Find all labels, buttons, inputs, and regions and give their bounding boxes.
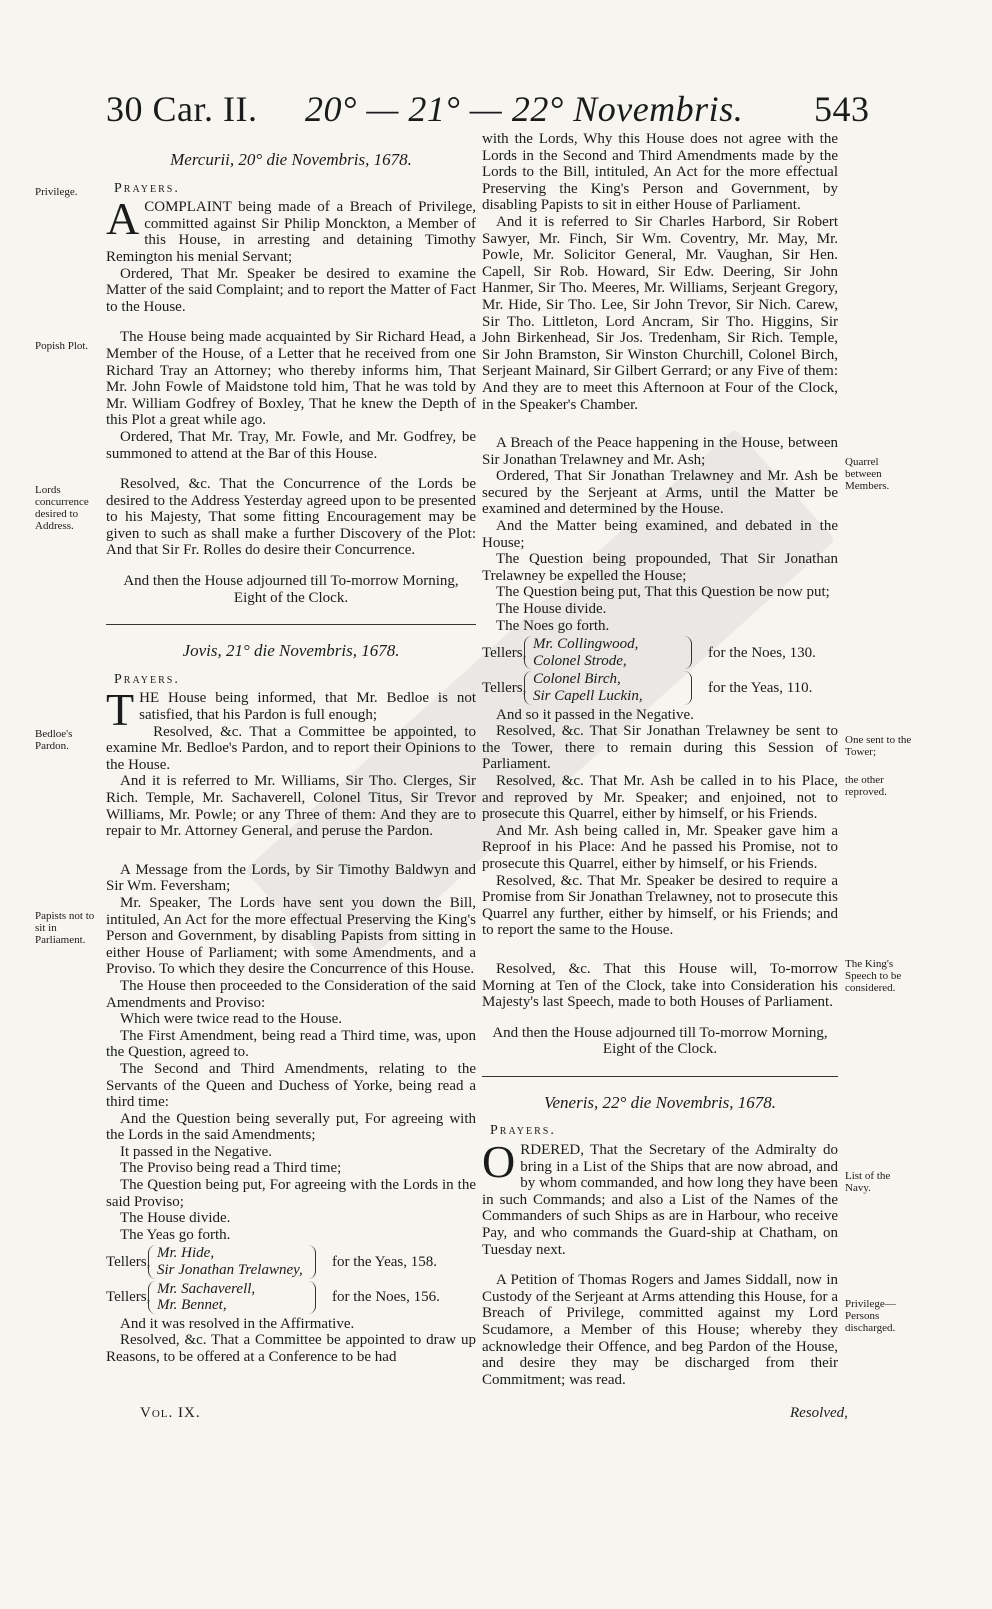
entry-breach-of-peace: A Breach of the Peace happening in the House, between Sir Jonathan Trelawney and Mr. Ash; bbox=[482, 435, 838, 468]
entry-yeas-forth: The Yeas go forth. bbox=[120, 1226, 231, 1243]
margin-note-discharged: Privilege—Persons discharged. bbox=[845, 1298, 896, 1334]
margin-note-navy: List of the Navy. bbox=[845, 1170, 891, 1194]
entry-first-amendment: The First Amendment, being read a Third time, was, upon the Question, agreed to. bbox=[106, 1027, 476, 1061]
entry-ash-promise: And Mr. Ash being called in, Mr. Speaker gave him a Reproof in his Place: And he passed his Promise, not to prosecute this Quarrel, either by himself, or his Friends. bbox=[482, 822, 838, 872]
margin-note-tower: One sent to the Tower; bbox=[845, 734, 912, 758]
margin-note-bedloe: Bedloe's Pardon. bbox=[35, 728, 73, 752]
margin-note-privilege: Privilege. bbox=[35, 186, 78, 198]
entry-question-expelled: The Question being propounded, That Sir Jonathan Trelawney be expelled the House; bbox=[482, 551, 838, 584]
prayers-label: Prayers. bbox=[114, 180, 180, 196]
prayers-label: Prayers. bbox=[114, 671, 180, 687]
adjournment-note: And then the House adjourned till To-morrow Morning, Eight of the Clock. bbox=[492, 1024, 828, 1058]
margin-note-popish-plot: Popish Plot. bbox=[35, 340, 89, 352]
section-heading-mercurii: Mercurii, 20° die Novembris, 1678. bbox=[170, 150, 412, 169]
entry-order-examine: Ordered, That Mr. Speaker be desired to examine the Matter of the said Complaint; and to report the Matter of Fact to the House. bbox=[106, 265, 476, 315]
tellers-row bbox=[482, 636, 838, 669]
entry-popish-plot-letter: The House being made acquainted by Sir Richard Head, a Member of the House, of a Letter that he received from one Richard Tray an Attorney; who thereby informs him, That Mr. John Fowle of Maidstone told him, That he was told by Mr. William Godfrey of Boxley, That he knew the Depth of this Plot a great while ago. bbox=[106, 329, 476, 429]
tellers-count: for the Yeas, 110. bbox=[708, 679, 813, 696]
margin-note-papists: Papists not to sit in Parliament. bbox=[35, 910, 95, 946]
entry-resolved-committee: Resolved, &c. That a Committee be appointed, to examine Mr. Bedloe's Pardon, and to report their Opinions to the House. bbox=[106, 723, 476, 773]
tellers-row bbox=[482, 671, 838, 704]
margin-note-lords-concurrence: Lords concurrence desired to Address. bbox=[35, 484, 89, 532]
entry-petition: A Petition of Thomas Rogers and James Siddall, now in Custody of the Serjeant at Arms attending this House, for a Breach of Privilege, committed against my Lord Scudamore, a Member of this House; whereby they acknowledge their Offence, and beg Pardon of the House, and desire they may be discharged from their Commitment; was read. bbox=[482, 1272, 838, 1388]
entry-passed-negative: And so it passed in the Negative. bbox=[496, 706, 694, 723]
entry-order-secured: Ordered, That Sir Jonathan Trelawney and Mr. Ash be secured by the Serjeant at Arms, until the Matter be examined and determined by the House. bbox=[482, 468, 838, 518]
entry-continuation: with the Lords, Why this House does not agree with the Lords in the Second and Third Amendments made by the Lords to the Bill, intituled, An Act for the more effectual Preserving the King's Person and Government, by disabling Papists to sit in either House of Parliament. bbox=[482, 131, 838, 214]
page-number: 543 bbox=[814, 89, 870, 129]
entry-order-summon: Ordered, That Mr. Tray, Mr. Fowle, and Mr. Godfrey, be summoned to attend at the Bar of this House. bbox=[106, 428, 476, 462]
entry-twice-read: Which were twice read to the House. bbox=[120, 1011, 342, 1028]
column-left bbox=[106, 148, 476, 1366]
section-divider bbox=[106, 624, 476, 625]
entry-speaker-bill: Mr. Speaker, The Lords have sent you down the Bill, intituled, An Act for the more effectual Preserving the King's Person and Government, by disabling Papists from sitting in either House of Parliament; with some Amendments, and a Proviso. To which they desire the Concurrence of this House. bbox=[106, 894, 476, 978]
entry-privilege-complaint: ACOMPLAINT being made of a Breach of Privilege, committed against Sir Philip Monckton, a Member of this House, in arresting and detaining Timothy Remington his menial Servant; bbox=[106, 193, 476, 265]
entry-resolved-reasons: Resolved, &c. That a Committee be appointed to draw up Reasons, to be offered at a Conference to be had bbox=[106, 1332, 476, 1365]
entry-negative: It passed in the Negative. bbox=[120, 1143, 273, 1160]
tellers-names: Mr. Collingwood, Colonel Strode, bbox=[524, 636, 692, 669]
catchword: Resolved, bbox=[790, 1405, 848, 1421]
drop-cap: A bbox=[106, 193, 140, 245]
entry-proviso-read: The Proviso being read a Third time; bbox=[120, 1160, 342, 1177]
entry-affirmative: And it was resolved in the Affirmative. bbox=[120, 1315, 355, 1332]
tellers-names: Mr. Sachaverell, Mr. Bennet, bbox=[148, 1281, 316, 1314]
entry-sent-to-tower: Resolved, &c. That Sir Jonathan Trelawney be sent to the Tower, there to remain during this Session of Parliament. bbox=[482, 723, 838, 773]
entry-question-proviso: The Question being put, For agreeing with the Lords in the said Proviso; bbox=[106, 1177, 476, 1210]
tellers-label: Tellers, bbox=[106, 1288, 151, 1305]
margin-note-quarrel: Quarrel between Members. bbox=[845, 456, 890, 492]
tellers-count: for the Yeas, 158. bbox=[332, 1253, 437, 1270]
entry-house-divide: The House divide. bbox=[496, 601, 607, 618]
entry-referred-conference: And it is referred to Sir Charles Harbord, Sir Robert Sawyer, Mr. Finch, Sir Wm. Coventry, Mr. May, Mr. Powle, Mr. Solicitor General, Mr. Vaughan, Sir Hen. Capell, Sir Rob. Howard, Sir Edw. Deering, Sir John Hanmer, Sir Tho. Meeres, Mr. Williams, Serjeant Gregory, Mr. Hide, Sir Tho. Lee, Sir John Trevor, Sir Nich. Carew, Sir Tho. Littleton, Lord Ancram, Sir Tho. Higgins, Sir John Birkenhead, Sir Jos. Tredenham, Sir Rich. Temple, Sir John Bramston, Sir Winston Churchill, Colonel Birch, Serjeant Mainard, Sir Gilbert Gerrard; or any Five of them: And they are to meet this Afternoon at Four of the Clock, in the Speaker's Chamber. bbox=[482, 213, 838, 413]
margin-note-reproved: the other reproved. bbox=[845, 774, 887, 798]
drop-cap: O bbox=[482, 1136, 516, 1188]
entry-second-third-amendments: The Second and Third Amendments, relating to the Servants of the Queen and Duchess of Yorke, being read a third time: bbox=[106, 1060, 476, 1111]
tellers-names: Colonel Birch, Sir Capell Luckin, bbox=[524, 671, 692, 704]
drop-cap: T bbox=[106, 684, 135, 736]
entry-bedloe-pardon: THE House being informed, that Mr. Bedloe is not satisfied, that his Pardon is full enough; bbox=[106, 684, 476, 736]
running-head-dates: 20° — 21° — 22° Novembris. bbox=[305, 89, 744, 129]
entry-question-amendments: And the Question being severally put, For agreeing with the Lords in the said Amendments; bbox=[106, 1110, 476, 1144]
entry-consideration: The House then proceeded to the Consideration of the said Amendments and Proviso: bbox=[106, 977, 476, 1011]
tellers-count: for the Noes, 156. bbox=[332, 1288, 440, 1305]
tellers-row bbox=[106, 1281, 476, 1314]
entry-matter-examined: And the Matter being examined, and debated in the House; bbox=[482, 518, 838, 551]
tellers-row bbox=[106, 1245, 476, 1278]
tellers-label: Tellers, bbox=[482, 679, 527, 696]
tellers-count: for the Noes, 130. bbox=[708, 644, 816, 661]
tellers-names: Mr. Hide, Sir Jonathan Trelawney, bbox=[148, 1245, 316, 1278]
margin-note-kings-speech: The King's Speech to be considered. bbox=[845, 958, 902, 994]
entry-resolved-concurrence: Resolved, &c. That the Concurrence of the Lords be desired to the Address Yesterday agreed upon to be presented to his Majesty, That some fitting Encouragement may be given to such as shall make a further Discovery of the Plot: And that Sir Fr. Rolles do desire their Concurrence. bbox=[106, 476, 476, 559]
entry-kings-speech: Resolved, &c. That this House will, To-morrow Morning at Ten of the Clock, take into Consideration his Majesty's last Speech, made to both Houses of Parliament. bbox=[482, 960, 838, 1011]
entry-admiralty-order: ORDERED, That the Secretary of the Admiralty do bring in a List of the Ships that are now abroad, and by whom commanded, and how long they have been in such Commands; and also a List of the Names of the Commanders of such Ships as are in Harbour, who receive Pay, and who commands the Guard-ship at Chatham, on Tuesday next. bbox=[482, 1136, 838, 1258]
entry-referred-committee: And it is referred to Mr. Williams, Sir Tho. Clerges, Sir Rich. Temple, Mr. Sachaverell, Colonel Titus, Sir Trevor Williams, Mr. Powle; or any Three of them: And they are to repair to Mr. Attorney General, and peruse the Pardon. bbox=[106, 773, 476, 840]
volume-signature: Vol. IX. bbox=[140, 1405, 201, 1421]
tellers-label: Tellers, bbox=[482, 644, 527, 661]
entry-noes-forth: The Noes go forth. bbox=[496, 617, 610, 634]
section-heading-veneris: Veneris, 22° die Novembris, 1678. bbox=[543, 1092, 777, 1112]
section-heading-jovis: Jovis, 21° die Novembris, 1678. bbox=[182, 641, 400, 661]
entry-trelawney-promise: Resolved, &c. That Mr. Speaker be desired to require a Promise from Sir Jonathan Trelawney, not to prosecute this Quarrel any further, either by himself, or his Friends; and to report the same to the House. bbox=[482, 872, 838, 939]
running-head-regnal-year: 30 Car. II. bbox=[106, 89, 258, 129]
column-right bbox=[482, 131, 838, 1388]
adjournment-note: And then the House adjourned till To-morrow Morning, Eight of the Clock. bbox=[123, 573, 459, 606]
section-divider bbox=[482, 1076, 838, 1077]
entry-ash-reproved: Resolved, &c. That Mr. Ash be called in to his Place, and reproved by Mr. Speaker; and enjoined, not to prosecute this Quarrel, either by himself, or his Friends. bbox=[482, 772, 838, 823]
entry-house-divide: The House divide. bbox=[120, 1210, 231, 1227]
prayers-label: Prayers. bbox=[490, 1123, 556, 1139]
entry-question-put: The Question being put, That this Question be now put; bbox=[496, 584, 830, 601]
entry-lords-message: A Message from the Lords, by Sir Timothy Baldwyn and Sir Wm. Feversham; bbox=[106, 861, 476, 895]
tellers-label: Tellers, bbox=[106, 1253, 151, 1270]
